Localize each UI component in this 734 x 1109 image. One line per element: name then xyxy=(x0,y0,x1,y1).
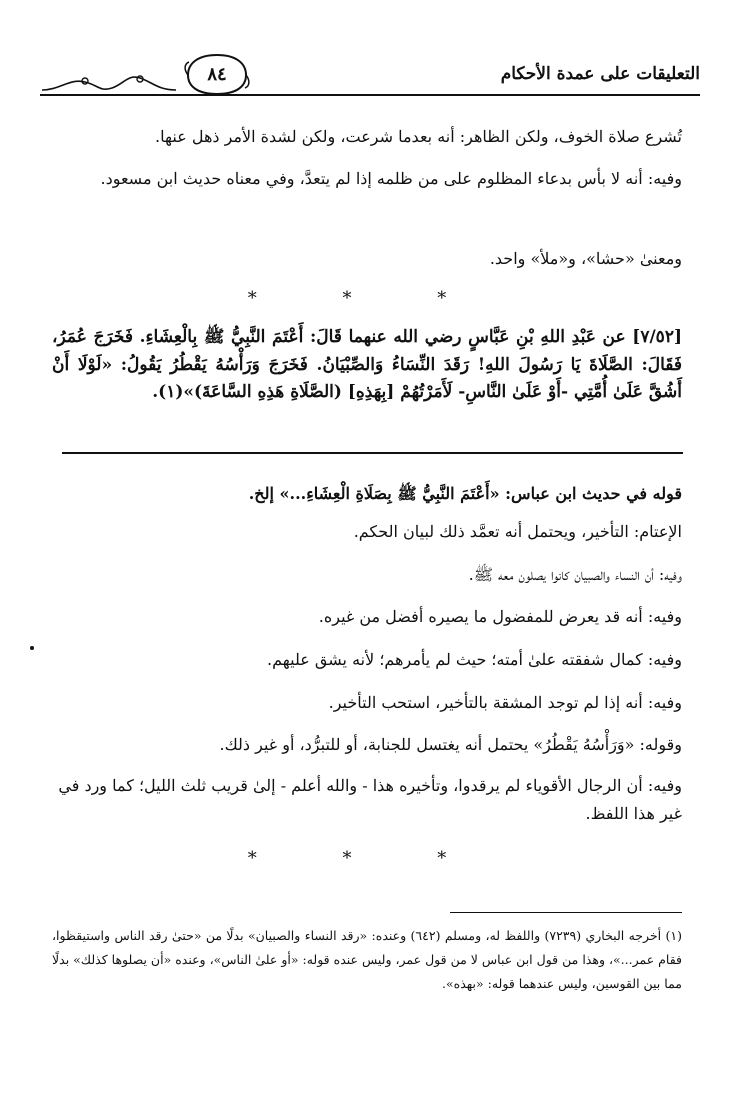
commentary-line: وفيه: أن الرجال الأقوياء لم يرقدوا، وتأخيره هذا - والله أعلم - إلىٰ قريب ثلث الليل؛ كما ورد في غير هذا اللفظ. xyxy=(58,776,682,823)
commentary-line: الإعتام: التأخير، ويحتمل أنه تعمَّد ذلك لبيان الحكم. xyxy=(353,522,682,541)
section-separator-stars: * * * xyxy=(247,288,487,309)
flourish-icon xyxy=(40,70,178,94)
commentary-line: وفيه: أنه قد يعرض للمفضول ما يصيره أفضل من غيره. xyxy=(318,607,682,626)
section-separator-stars: * * * xyxy=(247,848,487,869)
commentary-heading: قوله في حديث ابن عباس: «أَعْتَمَ النَّبِيُّ ﷺ بِصَلَاةِ الْعِشَاءِ...» إلخ. xyxy=(248,484,682,503)
header-rule xyxy=(40,94,700,96)
paragraph-continuation: تُشرع صلاة الخوف، ولكن الظاهر: أنه بعدما شرعت، ولكن لشدة الأمر ذهل عنها. xyxy=(155,127,682,146)
hadith-divider xyxy=(62,452,683,454)
commentary-line: وفيه: أن النساء والصبيان كانوا يصلون معه ﷺ. xyxy=(468,565,682,584)
commentary-line: وفيه: كمال شفقته علىٰ أمته؛ حيث لم يأمرهم؛ لأنه يشق عليهم. xyxy=(267,650,682,669)
footnote: (١) أخرجه البخاري (٧٢٣٩) واللفظ له، ومسلم (٦٤٢) وعنده: «رقد النساء والصبيان» بدلًا من «حتىٰ رقد الناس واستيقظوا، فقام عمر...»، وهذا من قول ابن عباس لا من قول عمر، وليس عنده قوله: «أو علىٰ الناس»، وعنده «أن يصلوها كذلك» بدلًا مما بين القوسين، وليس عندهما قوله: «بهذه». xyxy=(52,928,682,991)
paragraph-benefit: وفيه: أنه لا بأس بدعاء المظلوم على من ظلمه إذا لم يتعدَّ، وفي معناه حديث ابن مسعود. xyxy=(100,169,682,188)
commentary-line: وقوله: «وَرَأْسُهُ يَقْطُرُ» يحتمل أنه يغتسل للجنابة، أو للتبرُّد، أو غير ذلك. xyxy=(219,735,682,754)
margin-mark xyxy=(30,646,34,650)
footnote-rule xyxy=(450,912,682,913)
page-number-ornament xyxy=(182,52,252,98)
running-title: التعليقات على عمدة الأحكام xyxy=(500,64,700,84)
hadith-text: [٧/٥٢] عن عَبْدِ اللهِ بْنِ عَبَّاسٍ رضي الله عنهما قَالَ: أَعْتَمَ النَّبِيُّ ﷺ بِالْعِشَاءِ. فَخَرَجَ عُمَرُ، فَقَالَ: الصَّلَاةَ يَا رَسُولَ اللهِ! رَقَدَ النِّسَاءُ وَالصِّبْيَانُ. فَخَرَجَ وَرَأْسُهُ يَقْطُرُ يَقُولُ: «لَوْلَا أَنْ أَشُقَّ عَلَىٰ أُمَّتِي -أَوْ عَلَىٰ النَّاسِ- لَأَمَرْتُهُمْ [بِهَذِهِ] (الصَّلَاةِ هَذِهِ السَّاعَةَ)»(١). xyxy=(52,327,682,403)
commentary-line: وفيه: أنه إذا لم توجد المشقة بالتأخير، استحب التأخير. xyxy=(328,693,682,712)
page-header xyxy=(40,52,700,102)
page-number: ٨٤ xyxy=(207,64,227,85)
paragraph-meaning: ومعنىٰ «حشا»، و«ملأ» واحد. xyxy=(489,249,682,268)
